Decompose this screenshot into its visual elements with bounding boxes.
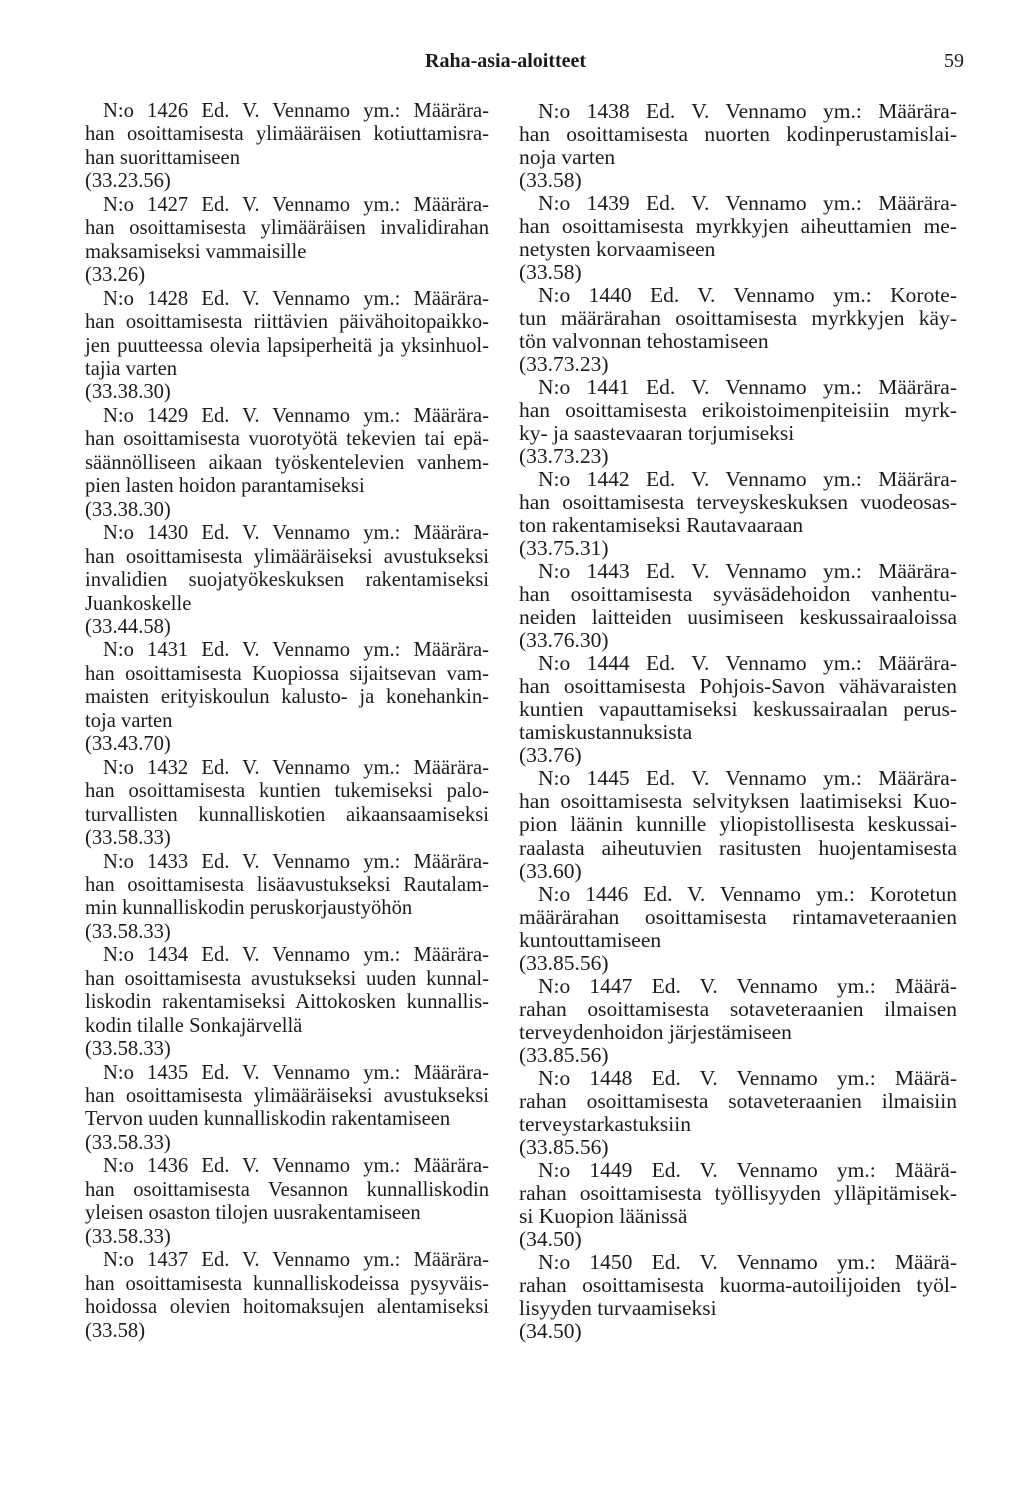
budget-item-code: (33.85.56): [519, 1134, 609, 1159]
budget-item-code: (33.85.56): [519, 950, 609, 975]
entry-text-line: han osoittamisesta selvityksen laatimiseksi Kuo-: [519, 789, 957, 814]
entry-text-line: hoidossa olevien hoitomaksujen alentamiseksi: [85, 1296, 489, 1319]
budget-item-code: (33.58.33): [85, 1038, 171, 1061]
entry: [85, 1249, 489, 1343]
budget-item-code: (33.23.56): [85, 170, 171, 193]
entry: [85, 405, 489, 522]
entry-text-line: säännölliseen aikaan työskentelevien vanhem-: [85, 451, 489, 474]
entry-text-line: han osoittamisesta lisäavustukseksi Rautalam-: [85, 873, 489, 896]
budget-item-code: (33.44.58): [85, 615, 171, 638]
entry-text-line: si Kuopion läänissä: [519, 1203, 688, 1228]
entry: [85, 944, 489, 1061]
entry-text-line: Juankoskelle: [85, 592, 192, 615]
entry-text-line: rahan osoittamisesta sotaveteraanien ilmaisen: [519, 996, 957, 1021]
entry: [519, 883, 957, 975]
budget-item-code: (33.58.33): [85, 920, 171, 943]
budget-item-code: (33.58): [519, 260, 582, 285]
entry-heading-line: N:o 1438 Ed. V. Vennamo ym.: Määrära-: [538, 99, 957, 123]
entry-text-line: han osoittamisesta Pohjois-Savon vähävaraisten: [519, 674, 957, 699]
budget-item-code: (33.73.23): [519, 352, 609, 377]
entry-text-line: pien lasten hoidon parantamiseksi: [85, 475, 365, 498]
budget-item-code: (33.26): [85, 264, 146, 287]
entry-text-line: määrärahan osoittamisesta rintamaveteraanien: [519, 904, 957, 929]
entry-text-line: han osoittamisesta ylimääräisen kotiuttamisra-: [85, 123, 489, 146]
entry-text-line: kuntouttamiseen: [519, 927, 662, 952]
budget-item-code: (34.50): [519, 1226, 582, 1251]
entry-heading-line: N:o 1429 Ed. V. Vennamo ym.: Määrära-: [103, 404, 489, 427]
entry: [519, 100, 957, 192]
page-number: 59: [944, 50, 964, 72]
entry-heading-line: N:o 1449 Ed. V. Vennamo ym.: Määrä-: [538, 1157, 957, 1182]
entry-heading-line: N:o 1445 Ed. V. Vennamo ym.: Määrära-: [538, 766, 957, 791]
entry-heading-line: N:o 1444 Ed. V. Vennamo ym.: Määrära-: [538, 651, 957, 676]
entry-text-line: han osoittamisesta myrkkyjen aiheuttamien me-: [519, 214, 957, 239]
budget-item-code: (33.58.33): [85, 827, 171, 850]
entry-heading-line: N:o 1436 Ed. V. Vennamo ym.: Määrära-: [103, 1155, 489, 1178]
entry-text-line: lisyyden turvaamiseksi: [519, 1295, 717, 1320]
entry-text-line: maisten erityiskoulun kalusto- ja konehankin-: [85, 686, 489, 709]
entry-text-line: pion läänin kunnille yliopistollisesta keskussai-: [519, 812, 957, 837]
entry: [519, 1159, 957, 1251]
entry-text-line: ky- ja saastevaaran torjumiseksi: [519, 421, 795, 446]
entry-text-line: han osoittamisesta terveyskeskuksen vuodeosas-: [519, 490, 957, 515]
budget-item-code: (33.58.33): [85, 1225, 171, 1248]
budget-item-code: (33.75.31): [519, 536, 609, 561]
entry-heading-line: N:o 1450 Ed. V. Vennamo ym.: Määrä-: [538, 1249, 957, 1274]
entry: [519, 767, 957, 882]
entry-heading-line: N:o 1432 Ed. V. Vennamo ym.: Määrära-: [103, 756, 489, 779]
entry: [85, 851, 489, 945]
entry-heading-line: N:o 1426 Ed. V. Vennamo ym.: Määrära-: [103, 100, 489, 122]
running-title: Raha-asia-aloitteet: [425, 50, 587, 72]
entry: [85, 100, 489, 194]
entry-text-line: tön valvonnan tehostamiseen: [519, 329, 769, 354]
entry-text-line: maksamiseksi vammaisille: [85, 240, 307, 263]
budget-item-code: (33.38.30): [85, 381, 171, 404]
entry: [85, 194, 489, 288]
entry-text-line: han osoittamisesta avustukseksi uuden kunnal-: [85, 967, 489, 990]
entry: [519, 1067, 957, 1159]
budget-item-code: (33.58): [85, 1319, 146, 1342]
entry-heading-line: N:o 1437 Ed. V. Vennamo ym.: Määrära-: [103, 1249, 489, 1272]
entry: [85, 757, 489, 851]
entry: [85, 288, 489, 405]
entry-text-line: han osoittamisesta erikoistoimenpiteisiin myrk-: [519, 398, 957, 423]
budget-item-code: (33.58): [519, 168, 582, 193]
entry-text-line: noja varten: [519, 145, 616, 170]
entry-heading-line: N:o 1428 Ed. V. Vennamo ym.: Määrära-: [103, 287, 489, 310]
entry-text-line: rahan osoittamisesta sotaveteraanien ilmaisiin: [519, 1088, 957, 1113]
entry-text-line: han osoittamisesta Vesannon kunnalliskodin: [85, 1178, 489, 1201]
entry-text-line: han suorittamiseen: [85, 146, 240, 169]
entry-heading-line: N:o 1430 Ed. V. Vennamo ym.: Määrära-: [103, 522, 489, 545]
entry-heading-line: N:o 1440 Ed. V. Vennamo ym.: Korote-: [538, 283, 957, 308]
entry-text-line: kuntien vapauttamiseksi keskussairaalan perus-: [519, 697, 957, 722]
entry-heading-line: N:o 1431 Ed. V. Vennamo ym.: Määrära-: [103, 639, 489, 662]
entry-text-line: Tervon uuden kunnalliskodin rakentamiseen: [85, 1108, 451, 1131]
entry: [519, 376, 957, 468]
column-right: [519, 100, 957, 1343]
entry-text-line: terveydenhoidon järjestämiseen: [519, 1019, 792, 1044]
entry-text-line: netysten korvaamiseen: [519, 237, 716, 262]
entry-text-line: han osoittamisesta ylimääräisen invalidirahan: [85, 217, 489, 240]
entry-text-line: min kunnalliskodin peruskorjaustyöhön: [85, 897, 413, 920]
entry-text-line: jen puutteessa olevia lapsiperheitä ja yksinhuol-: [85, 334, 489, 357]
column-left: [85, 100, 489, 1343]
entry-text-line: tajia varten: [85, 357, 178, 380]
budget-item-code: (34.50): [519, 1318, 582, 1343]
budget-item-code: (33.58.33): [85, 1131, 171, 1154]
budget-item-code: (33.76.30): [519, 628, 609, 653]
entry: [519, 975, 957, 1067]
entry-text-line: han osoittamisesta Kuopiossa sijaitsevan vam-: [85, 662, 489, 685]
entry-text-line: tun määrärahan osoittamisesta myrkkyjen käy-: [519, 306, 957, 331]
entry-text-line: toja varten: [85, 709, 173, 732]
entry-text-line: neiden laitteiden uusimiseen keskussairaaloissa: [519, 605, 957, 630]
entry: [519, 560, 957, 652]
entry-heading-line: N:o 1435 Ed. V. Vennamo ym.: Määrära-: [103, 1061, 489, 1084]
entry-heading-line: N:o 1433 Ed. V. Vennamo ym.: Määrära-: [103, 850, 489, 873]
entry-text-line: rahan osoittamisesta työllisyyden ylläpitämisek-: [519, 1180, 957, 1205]
entry: [85, 1062, 489, 1156]
entry-heading-line: N:o 1439 Ed. V. Vennamo ym.: Määrära-: [538, 191, 957, 216]
entry-text-line: ton rakentamiseksi Rautavaaraan: [519, 513, 804, 538]
entry-text-line: yleisen osaston tilojen uusrakentamiseen: [85, 1202, 421, 1225]
entry-text-line: han osoittamisesta vuorotyötä tekevien tai epä-: [85, 428, 489, 451]
entry-heading-line: N:o 1434 Ed. V. Vennamo ym.: Määrära-: [103, 944, 489, 967]
entry: [519, 1251, 957, 1343]
entry: [519, 652, 957, 767]
budget-item-code: (33.76): [519, 743, 582, 768]
budget-item-code: (33.73.23): [519, 444, 609, 469]
entry-text-line: rahan osoittamisesta kuorma-autoilijoiden työl-: [519, 1272, 957, 1297]
budget-item-code: (33.43.70): [85, 733, 171, 756]
entry-text-line: invalidien suojatyökeskuksen rakentamiseksi: [85, 569, 489, 592]
entry-text-line: han osoittamisesta riittävien päivähoitopaikko-: [85, 311, 489, 334]
entry-text-line: tamiskustannuksista: [519, 720, 693, 745]
entry-text-line: terveystarkastuksiin: [519, 1111, 691, 1136]
entry-heading-line: N:o 1442 Ed. V. Vennamo ym.: Määrära-: [538, 467, 957, 492]
entry-heading-line: N:o 1427 Ed. V. Vennamo ym.: Määrära-: [103, 193, 489, 216]
entry: [519, 284, 957, 376]
entry: [519, 468, 957, 560]
entry: [85, 522, 489, 639]
entry-heading-line: N:o 1447 Ed. V. Vennamo ym.: Määrä-: [538, 973, 957, 998]
entry-heading-line: N:o 1441 Ed. V. Vennamo ym.: Määrära-: [538, 375, 957, 400]
entry-text-line: han osoittamisesta kunnalliskodeissa pysyväis-: [85, 1272, 489, 1295]
entry-heading-line: N:o 1446 Ed. V. Vennamo ym.: Korotetun: [538, 881, 957, 906]
budget-item-code: (33.38.30): [85, 498, 171, 521]
entry-text-line: han osoittamisesta ylimääräiseksi avustukseksi: [85, 545, 489, 568]
entry: [85, 639, 489, 756]
entry-heading-line: N:o 1448 Ed. V. Vennamo ym.: Määrä-: [538, 1065, 957, 1090]
budget-item-code: (33.85.56): [519, 1042, 609, 1067]
entry-text-line: liskodin rakentamiseksi Aittokosken kunnallis-: [85, 991, 489, 1014]
budget-item-code: (33.60): [519, 858, 582, 883]
entry-text-line: kodin tilalle Sonkajärvellä: [85, 1014, 303, 1037]
entry-text-line: han osoittamisesta kuntien tukemiseksi palo-: [85, 780, 489, 803]
entry-text-line: han osoittamisesta nuorten kodinperustamislai-: [519, 122, 957, 147]
entry: [519, 192, 957, 284]
entry-heading-line: N:o 1443 Ed. V. Vennamo ym.: Määrära-: [538, 559, 957, 584]
entry-text-line: han osoittamisesta syväsädehoidon vanhentu-: [519, 582, 957, 607]
entry-text-line: turvallisten kunnalliskotien aikaansaamiseksi: [85, 803, 489, 826]
entry-text-line: raalasta aiheutuvien rasitusten huojentamisesta: [519, 835, 957, 860]
entry-text-line: han osoittamisesta ylimääräiseksi avustukseksi: [85, 1085, 489, 1108]
entry: [85, 1155, 489, 1249]
